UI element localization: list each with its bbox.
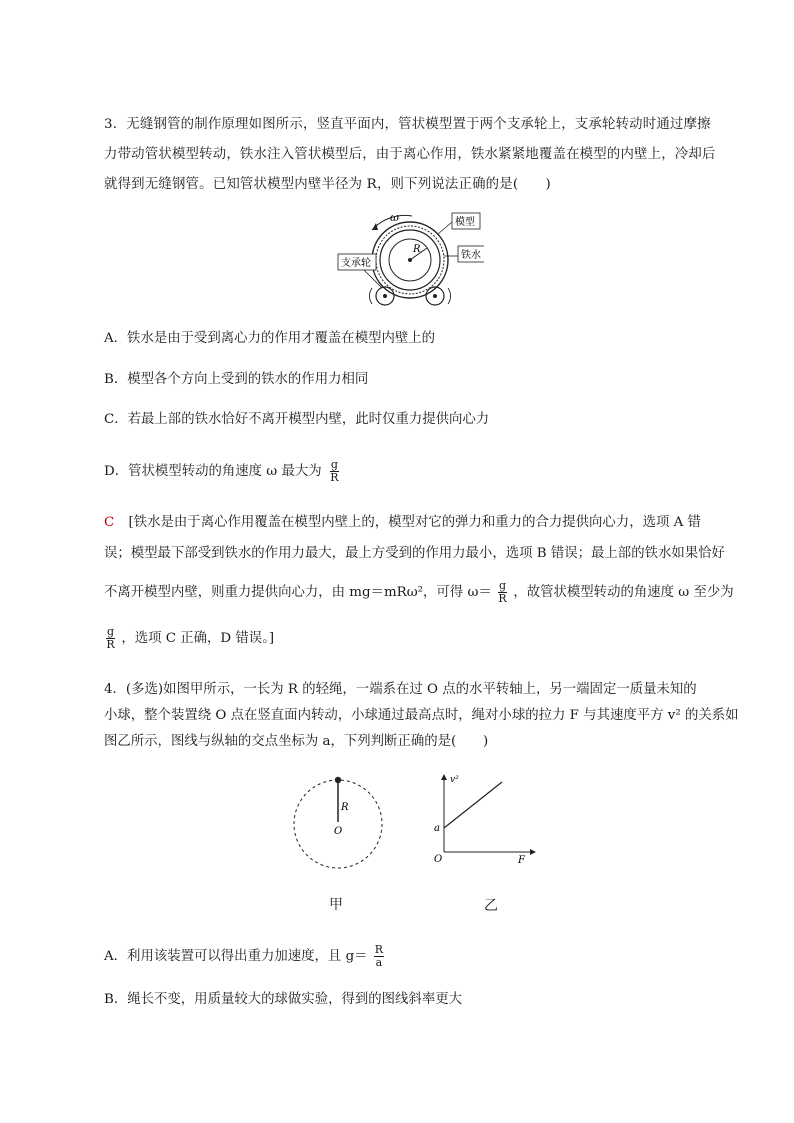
yi-v2-label: v² (450, 775, 459, 785)
q3-answer-line1 (104, 513, 701, 533)
q3-answer-text3b: ，故管状模型转动的角速度 ω 至少为 (513, 585, 734, 600)
q3-option-c: C．若最上部的铁水恰好不离开模型内壁，此时仅重力提供向心力 (104, 412, 490, 427)
q3-answer-line2: 误；模型最下部受到铁水的作用力最大，最上方受到的作用力最小，选项 B 错误；最上部的铁水如果恰好 (104, 546, 725, 561)
q4-stem-line1: 4．(多选)如图甲所示，一长为 R 的轻绳，一端系在过 O 点的水平转轴上，另一端固定一质量未知的 (104, 682, 697, 697)
omega-label: ω (390, 211, 399, 224)
q4-figure-yi (432, 770, 542, 870)
q4-caption-yi: 乙 (484, 898, 498, 914)
q3-figure (334, 208, 484, 312)
q3-stem: 3．无缝钢管的制作原理如图所示，竖直平面内，管状模型置于两个支承轮上，支承轮转动时通过摩擦力带动管状模型转动，铁水注入管状模型后，由于离心作用，铁水紧紧地覆盖在模型的内壁上，冷却后就得到无缝钢管。已知管状模型内壁半径为 R，则下列说法正确的是( ) (104, 117, 716, 192)
support-wheel-left-axle (383, 294, 387, 298)
left-wheel-arrow (369, 288, 372, 304)
q4-option-b: B．绳长不变，用质量较大的球做实验，得到的图线斜率更大 (104, 992, 462, 1007)
q4-stem-line2: 小球，整个装置绕 O 点在竖直面内转动，小球通过最高点时，绳对小球的拉力 F 与其速度平方 v² 的关系如 (104, 708, 739, 723)
q3-answer-frac2-num: g (107, 625, 115, 638)
v2-axis-arrow (441, 774, 447, 780)
q3-answer-text3a: 不离开模型内壁，则重力提供向心力，由 mg＝mRω²，可得 ω＝ (104, 585, 492, 600)
q4-option-a-num: R (374, 943, 384, 956)
q4-caption-jia: 甲 (329, 897, 343, 913)
radius-label: R (413, 244, 421, 255)
q3-answer-text4: ，选项 C 正确，D 错误。] (121, 631, 275, 646)
q3-option-b: B．模型各个方向上受到的铁水的作用力相同 (104, 372, 369, 387)
q3-answer-line4 (104, 626, 274, 651)
q3-option-d (104, 459, 343, 484)
support-leader (364, 270, 382, 288)
q3-answer-text1: [铁水是由于离心作用覆盖在模型内壁上的，模型对它的弹力和重力的合力提供向心力，选项 A 错 (128, 515, 701, 530)
jia-o-label: O (334, 826, 343, 837)
f-axis-arrow (530, 849, 536, 855)
support-wheel-right-axle (433, 294, 437, 298)
model-label: 模型 (455, 217, 475, 228)
q4-stem-line3: 图乙所示，图线与纵轴的交点坐标为 a，下列判断正确的是( ) (104, 734, 489, 749)
q4-option-a (104, 944, 386, 969)
q3-answer-letter: C (104, 515, 115, 530)
q3-option-d-den: R (330, 471, 339, 484)
right-wheel-arrow (448, 288, 451, 304)
yi-a-label: a (434, 823, 440, 834)
q3-answer-frac1 (498, 580, 507, 605)
q3-answer-line3 (104, 580, 734, 605)
q3-answer-frac2 (106, 626, 115, 651)
q4-option-a-text: A．利用该装置可以得出重力加速度，且 g＝ (104, 949, 368, 964)
q3-option-d-num: g (330, 458, 338, 471)
q3-answer-frac1-den: R (498, 592, 507, 605)
q4-figure-jia (290, 770, 390, 870)
q4-option-a-frac (374, 944, 384, 969)
q3-option-d-sqrt (328, 459, 341, 484)
model-leader (438, 222, 452, 234)
rotation-arrow-head (372, 223, 378, 230)
q3-option-d-text: D．管状模型转动的角速度 ω 最大为 (104, 464, 322, 479)
iron-label: 铁水 (461, 250, 481, 261)
q3-answer-frac1-num: g (499, 579, 507, 592)
q3-option-d-frac (330, 459, 339, 484)
jia-r-label: R (341, 802, 349, 813)
graph-line (444, 782, 502, 828)
ball (335, 777, 341, 783)
q3-answer-frac2-den: R (106, 638, 115, 651)
yi-f-label: F (518, 855, 525, 866)
support-wheel-label: 支承轮 (341, 258, 371, 269)
q3-option-a: A．铁水是由于受到离心力的作用才覆盖在模型内壁上的 (104, 331, 436, 346)
q4-option-a-den: a (375, 956, 383, 969)
yi-o-label: O (434, 854, 443, 865)
